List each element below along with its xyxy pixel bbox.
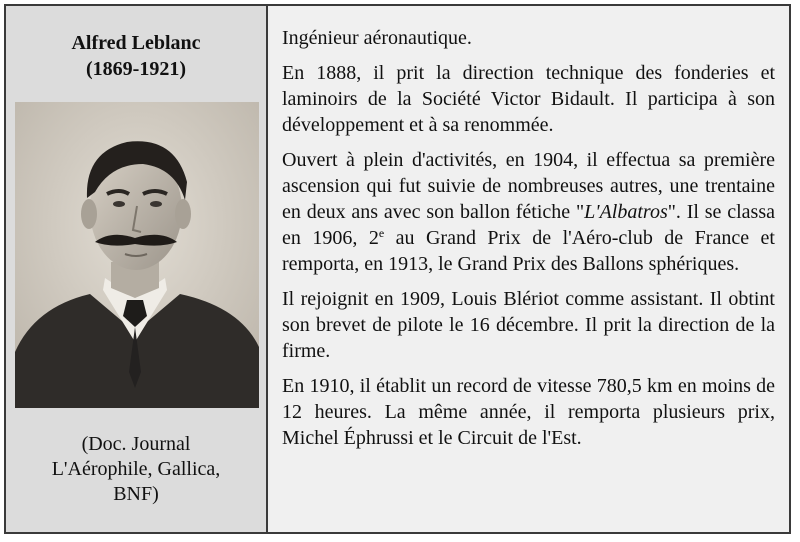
bio-text: au Grand Prix de l'Aéro-club de France et remporta, en 1913, le Grand Prix des Ballons sphériques.	[282, 227, 775, 275]
person-heading	[6, 30, 266, 82]
caption-line: (Doc. Journal	[81, 433, 191, 455]
bio-paragraph: En 1910, il établit un record de vitesse 780,5 km en moins de 12 heures. La même année, il remporta plusieurs prix, Michel Éphrussi et le Circuit de l'Est.	[282, 375, 775, 449]
biography-text	[268, 6, 789, 532]
ordinal-suffix: e	[378, 226, 385, 240]
bio-paragraph: Ingénieur aéronautique.	[282, 27, 472, 49]
portrait-illustration	[15, 102, 259, 408]
bio-text: ". Il se classa en 1906, 2	[282, 201, 776, 249]
bio-text: Ouvert à plein d'activités, en 1904, il effectua sa première ascension qui fut suivie de nombreuses autres, une trentaine en deux ans avec son ballon fétiche "	[282, 149, 775, 223]
person-name: Alfred Leblanc	[71, 32, 201, 54]
photo-caption	[6, 432, 266, 507]
caption-line: BNF)	[113, 483, 159, 505]
bio-paragraph: Il rejoignit en 1909, Louis Blériot comme assistant. Il obtint son brevet de pilote le 16 décembre. Il prit la direction de la firme.	[282, 288, 775, 362]
portrait-photo	[15, 102, 259, 408]
balloon-name: L'Albatros	[584, 201, 668, 223]
caption-line: L'Aérophile, Gallica,	[51, 458, 221, 480]
bio-paragraph: En 1888, il prit la direction technique des fonderies et laminoirs de la Société Victor Bidault. Il participa à son développement et à sa renommée.	[282, 62, 775, 136]
person-dates: (1869-1921)	[86, 58, 186, 80]
portrait-column	[6, 6, 268, 532]
biography-card	[4, 4, 791, 534]
bio-paragraph	[282, 147, 775, 277]
